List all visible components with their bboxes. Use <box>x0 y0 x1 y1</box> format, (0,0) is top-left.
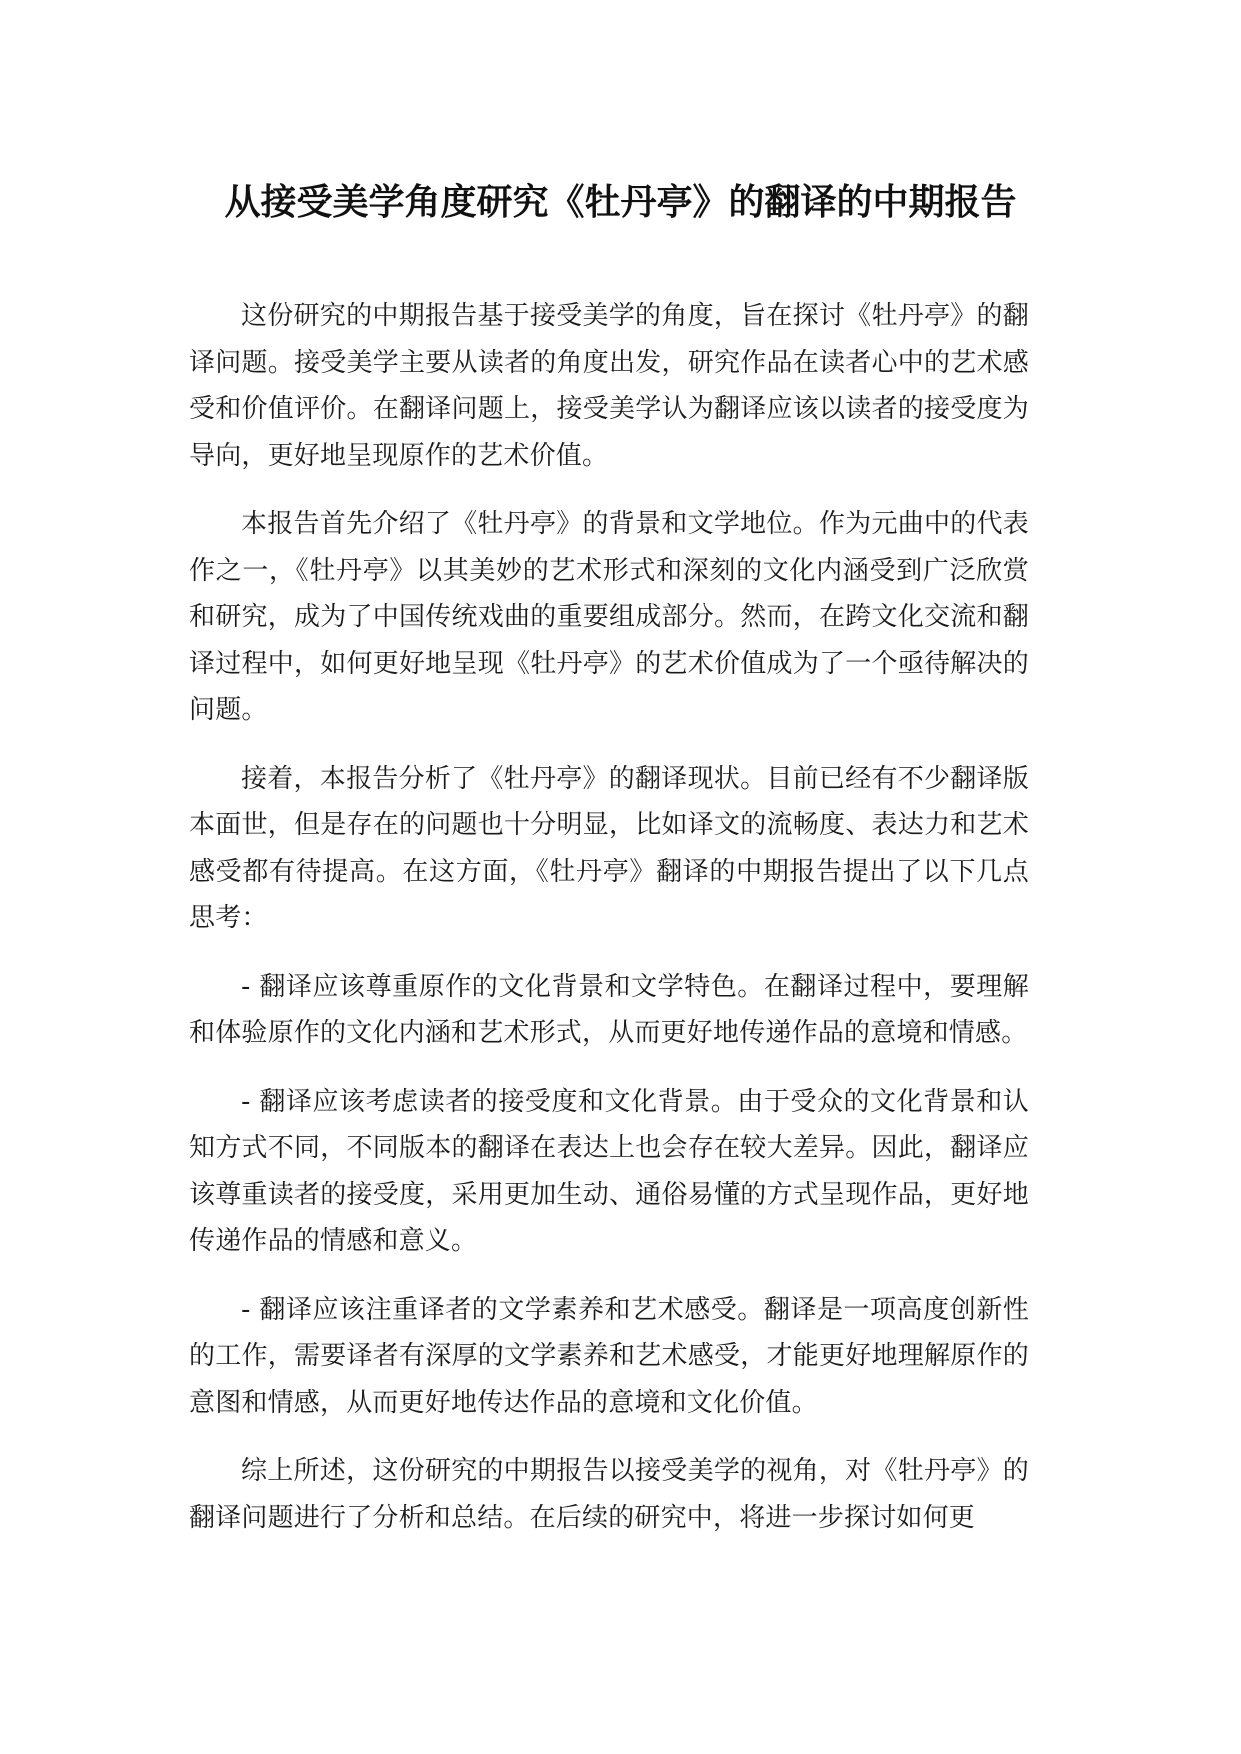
paragraph-point-3: - 翻译应该注重译者的文学素养和艺术感受。翻译是一项高度创新性的工作，需要译者有深厚的文学素养和艺术感受，才能更好地理解原作的意图和情感，从而更好地传达作品的意境和文化价值。 <box>189 1294 1029 1418</box>
paragraph-intro: 这份研究的中期报告基于接受美学的角度，旨在探讨《牡丹亭》的翻译问题。接受美学主要从读者的角度出发，研究作品在读者心中的艺术感受和价值评价。在翻译问题上，接受美学认为翻译应该以读者的接受度为导向，更好地呈现原作的艺术价值。 <box>189 301 1029 471</box>
paragraph-conclusion: 综上所述，这份研究的中期报告以接受美学的视角，对《牡丹亭》的翻译问题进行了分析和总结。在后续的研究中，将进一步探讨如何更 <box>189 1456 1029 1533</box>
paragraph-background: 本报告首先介绍了《牡丹亭》的背景和文学地位。作为元曲中的代表作之一，《牡丹亭》以其美妙的艺术形式和深刻的文化内涵受到广泛欣赏和研究，成为了中国传统戏曲的重要组成部分。然而，在跨文化交流和翻译过程中，如何更好地呈现《牡丹亭》的艺术价值成为了一个亟待解决的问题。 <box>189 509 1029 725</box>
document-body <box>189 293 1029 1563</box>
paragraph-status: 接着，本报告分析了《牡丹亭》的翻译现状。目前已经有不少翻译版本面世，但是存在的问题也十分明显，比如译文的流畅度、表达力和艺术感受都有待提高。在这方面，《牡丹亭》翻译的中期报告提出了以下几点思考： <box>189 763 1029 933</box>
paragraph-point-1: - 翻译应该尊重原作的文化背景和文学特色。在翻译过程中，要理解和体验原作的文化内涵和艺术形式，从而更好地传递作品的意境和情感。 <box>189 971 1029 1048</box>
paragraph-point-2: - 翻译应该考虑读者的接受度和文化背景。由于受众的文化背景和认知方式不同，不同版本的翻译在表达上也会存在较大差异。因此，翻译应该尊重读者的接受度，采用更加生动、通俗易懂的方式呈现作品，更好地传递作品的情感和意义。 <box>189 1086 1029 1256</box>
document-title: 从接受美学角度研究《牡丹亭》的翻译的中期报告 <box>224 182 1017 223</box>
